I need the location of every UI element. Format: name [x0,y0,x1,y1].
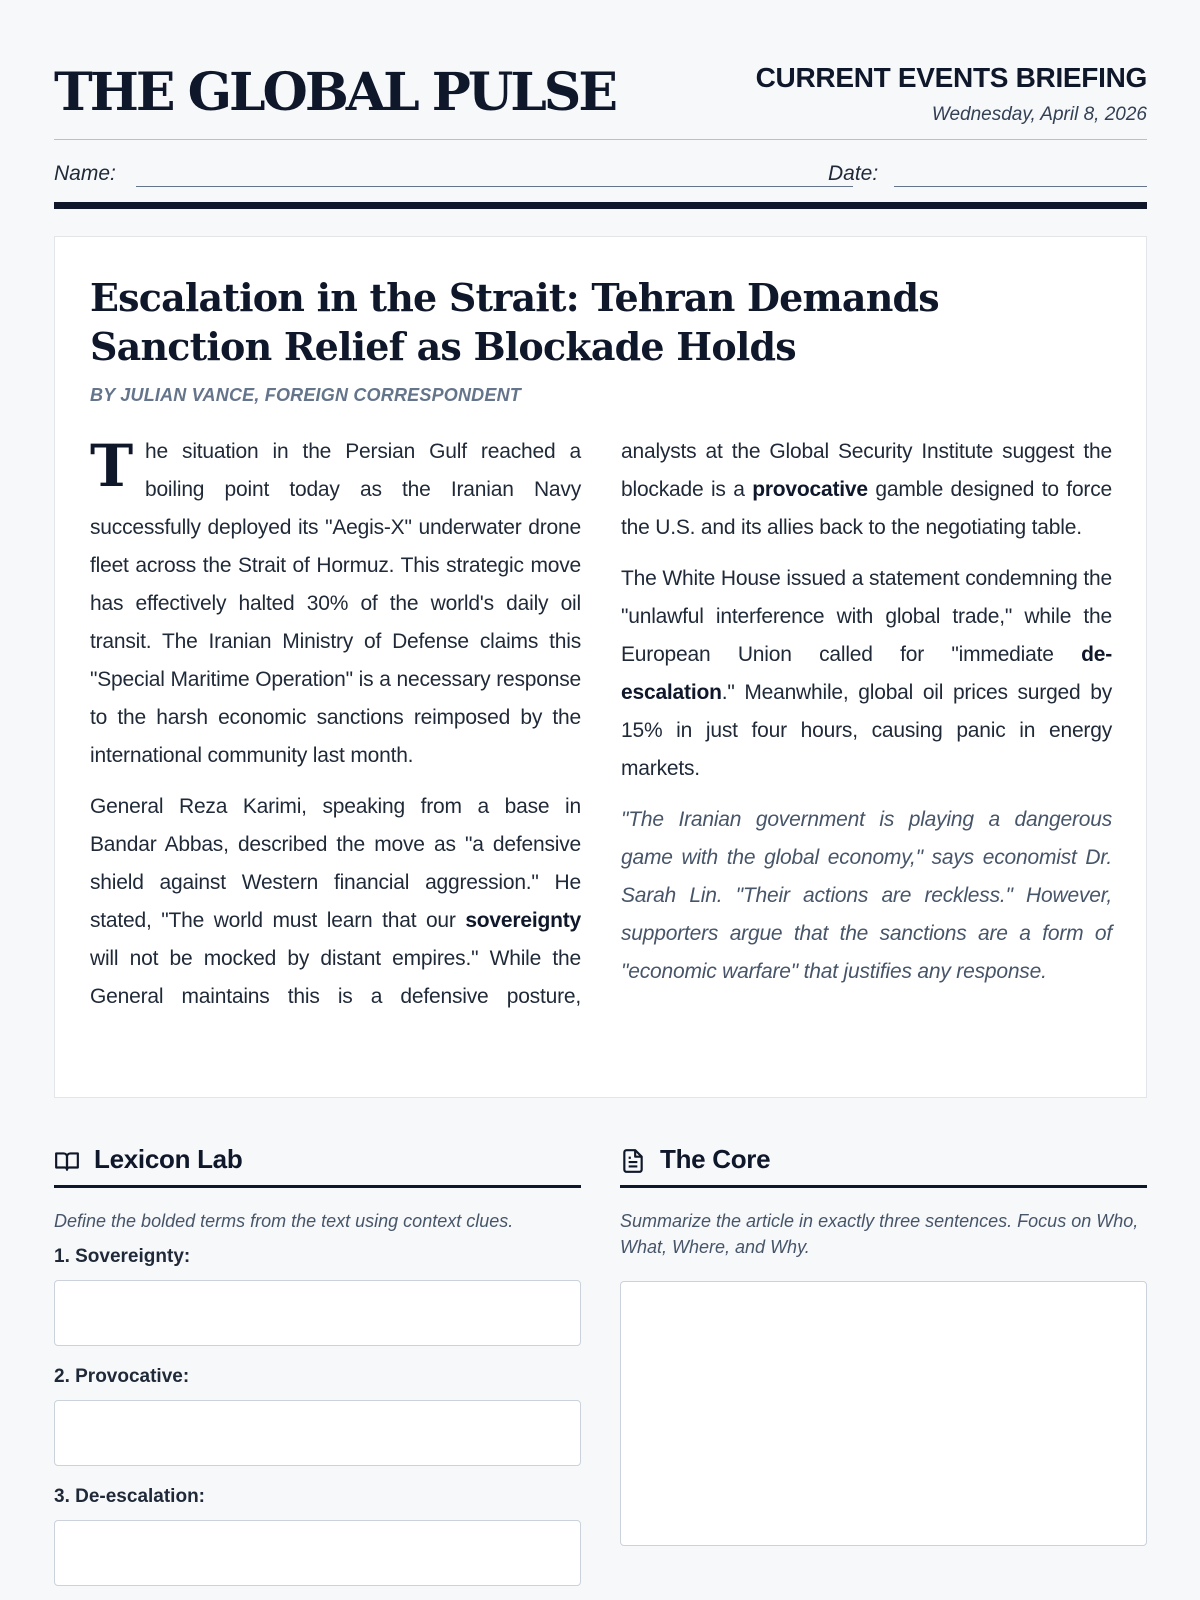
paragraph-text: gamble designed to force the U.S. and its allies back to the negotiating table. [621,478,1112,539]
article-card [54,236,1147,1098]
briefing-label: CURRENT EVENTS BRIEFING [755,62,1147,93]
book-icon [54,1148,80,1174]
article-paragraph [621,560,1112,788]
paragraph-text: he situation in the Persian Gulf reached a boiling point today as the Iranian Navy successfully deployed its "Aegis-X" underwater drone fleet across the Strait of Hormuz. This strategic move has effectively halted 30% of the world's daily oil transit. The Iranian Ministry of Defense claims this "Special Maritime Operation" is a necessary response to the harsh economic sanctions reimposed by the international community last month. [90,440,581,767]
bold-term-provocative: provocative [752,478,868,501]
name-date-row [54,140,1147,204]
drop-cap: T [90,432,133,500]
issue-date: Wednesday, April 8, 2026 [931,104,1147,125]
question-label-2: 2. Provocative: [54,1366,190,1387]
section-title: Lexicon Lab [94,1144,243,1174]
section-header [620,1138,1147,1188]
bold-term-sovereignty: sovereignty [465,909,581,932]
name-label: Name: [54,162,116,185]
section-instructions: Summarize the article in exactly three sentences. Focus on Who, What, Where, and Why. [620,1211,1139,1257]
article-headline: Escalation in the Strait: Tehran Demands Sanction Relief as Blockade Holds [90,275,939,369]
date-label: Date: [828,162,879,185]
answer-box-de-escalation[interactable] [54,1520,581,1586]
paragraph-text: analysts at the Global Security Institute suggest the blockade is a [621,440,1112,501]
article-paragraph [90,433,581,775]
article-column-right [621,433,1112,1004]
section-title: The Core [660,1144,771,1174]
summary-answer-box[interactable] [620,1281,1147,1546]
answer-box-sovereignty[interactable] [54,1280,581,1346]
name-field[interactable] [136,186,853,187]
article-paragraph [90,788,581,1016]
answer-box-provocative[interactable] [54,1400,581,1466]
paragraph-text: General Reza Karimi, speaking from a base in Bandar Abbas, described the move as "a defensive shield against Western financial aggression." He stated, "The world must learn that our [90,795,581,932]
the-core-section [620,1138,1147,1546]
date-field[interactable] [894,186,1147,187]
masthead [54,0,1147,140]
article-column-left [90,433,581,1029]
article-byline: BY JULIAN VANCE, FOREIGN CORRESPONDENT [90,385,521,405]
article-quote: "The Iranian government is playing a dangerous game with the global economy," says economist Dr. Sarah Lin. "Their actions are reckless." However, supporters argue that the sanctions are a form of "economic warfare" that justifies any response. [621,808,1112,983]
section-instructions: Define the bolded terms from the text using context clues. [54,1211,514,1231]
lexicon-lab-section [54,1138,581,1586]
paragraph-text: will not be mocked by distant empires." While the General maintains this is a defensive posture, [90,947,581,1008]
section-header [54,1138,581,1188]
paragraph-text: The White House issued a statement condemning the "unlawful interference with global trade," while the European Union called for "immediate [621,567,1112,666]
question-label-3: 3. De-escalation: [54,1486,205,1507]
bold-term-de-escalation: de-escalation [621,643,1112,704]
document-icon [620,1148,646,1174]
publication-title: THE GLOBAL PULSE [54,62,615,123]
header-divider [54,202,1147,209]
question-label-1: 1. Sovereignty: [54,1246,191,1267]
paragraph-text: ." Meanwhile, global oil prices surged by 15% in just four hours, causing panic in energy markets. [621,681,1112,780]
worksheet-page [54,0,1147,1507]
article-paragraph [621,433,1112,547]
